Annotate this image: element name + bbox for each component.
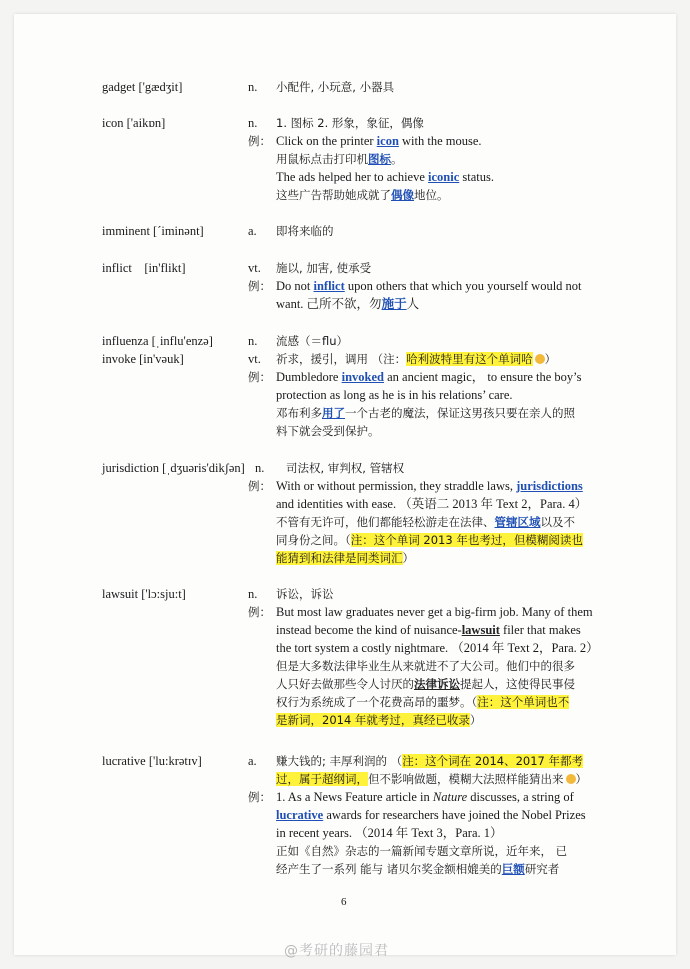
text: 但不影响做题，模糊大法照样能猜出来 [368,772,564,786]
part-of-speech: vt. [248,352,261,366]
text: Do not [276,279,314,293]
text: 这些广告帮助她成就了 [276,188,391,202]
part-of-speech: n. [248,334,258,348]
keyword: 图标 [368,152,391,166]
part-of-speech: vt. [248,261,261,275]
example-sentence: But most law graduates never get a big-firm job. Many of them [276,605,593,619]
text: Click on the printer [276,134,377,148]
text: 。 [391,152,403,166]
headword: inflict [in'flikt] [102,261,186,275]
text: 地位。 [414,188,449,202]
text: ） [575,772,587,786]
highlighted-note: 哈利波特里有这个单词哈 [406,352,533,366]
example-label: 例： [248,605,271,619]
example-translation: 正如《自然》杂志的一篇新闻专题文章所说，近年来， 已 [276,844,568,858]
keyword: 法律诉讼 [414,677,460,691]
text: instead become the kind of nuisance- [276,623,462,637]
text: 用鼠标点击打印机 [276,152,368,166]
definition: 1. 图标 2. 形象，象征，偶像 [276,116,424,130]
part-of-speech: n. [255,461,265,475]
keyword: inflict [313,279,345,293]
example-label: 例： [248,790,271,804]
watermark: @考研的藤园君 [284,943,389,959]
headword: influenza [ˌinflu'enzə] [102,334,213,348]
text: ） [402,551,414,565]
part-of-speech: n. [248,116,258,130]
keyword: 管辖区域 [494,515,541,529]
highlighted-note: 注：这个单词 2013 年也考过，但模糊阅读也 [350,533,583,547]
example-sentence [276,788,602,806]
text: with the mouse. [398,134,482,148]
page-number: 6 [341,896,347,908]
example-translation-cont [276,693,602,711]
part-of-speech: n. [248,587,258,601]
keyword: lucrative [276,808,324,822]
text: status. [459,170,494,184]
highlighted-note: 是新词，2014 年就考过，真经已收录 [276,713,470,727]
document-page [14,14,676,955]
text: filer that makes [499,623,581,637]
example-translation: 但是大多数法律毕业生从来就进不了大公司。他们中的很多 [276,659,575,673]
text: 研究者 [524,862,560,876]
example-label: 例： [248,134,271,148]
example-translation [276,186,602,204]
definition: 司法权, 审判权, 管辖权 [286,461,405,475]
keyword: lawsuit [461,623,500,637]
entry-body [276,259,602,313]
example-translation [276,404,602,422]
text: 同身份之间。（ [276,533,351,547]
keyword: icon [376,134,399,148]
example-sentence-cont: the tort system a costly nightmare. （2014 年 Text 2，Para. 2） [276,641,599,655]
example-translation [276,150,602,168]
text: 祈求，援引，调用 （注： [276,352,407,366]
smile-emoji-icon [566,774,576,784]
text: 不管有无许可，他们都能轻松游走在法律、 [276,515,495,529]
example-translation-cont [276,860,602,878]
example-translation-cont [276,675,602,693]
example-translation-cont [276,549,602,567]
entry-body [276,114,602,204]
text: 人 [406,297,420,311]
example-translation [276,513,602,531]
example-translation-cont [276,531,602,549]
text: an ancient magic， to ensure the boy’s [384,370,582,384]
definition-cont [276,770,602,788]
definition [276,752,602,770]
example-sentence [276,477,602,495]
text: upon others that which you yourself would not [344,279,582,293]
example-sentence-cont: and identities with ease. （英语二 2013 年 Text 2，Para. 4） [276,497,588,511]
example-translation-cont [276,711,602,729]
keyword: jurisdictions [516,479,583,493]
example-sentence-cont [276,806,602,824]
text: 以及不 [540,515,575,529]
keyword: invoked [341,370,384,384]
example-label: 例： [248,370,271,384]
example-sentence [276,132,602,150]
example-translation-cont: 料下就会受到保护。 [276,424,380,438]
smile-emoji-icon [535,354,545,364]
example-label: 例： [248,479,271,493]
highlighted-note: 过，属于超纲词， [276,772,368,786]
example-sentence [276,368,602,386]
highlighted-note: 能猜到和法律是同类词汇 [276,551,403,565]
headword: imminent [ˊiminənt] [102,224,204,238]
example-label: 例： [248,279,271,293]
text: awards for researchers have joined the Nobel Prizes [323,808,586,822]
entry-body [276,752,602,878]
text: 经产生了一系列 能与 诸贝尔奖金额相媲美的 [276,862,502,876]
example-sentence [276,168,602,186]
text: ） [544,352,557,366]
example-sentence-cont [276,621,602,639]
keyword: 用了 [322,406,345,420]
definition [276,350,602,368]
text: 邓布利多 [276,406,322,420]
text: 一个古老的魔法，保证这男孩只要在亲人的照 [345,406,575,420]
keyword: 偶像 [391,188,414,202]
text: 权行为系统成了一个花费高昂的噩梦。（ [276,695,478,709]
keyword: 施于 [381,297,407,311]
headword: lucrative ['lu:krətɪv] [102,754,202,768]
headword: jurisdiction [ˌdʒuəris'dikʃən] [102,461,245,475]
example-sentence [276,277,602,295]
part-of-speech: a. [248,224,257,238]
entry-body [276,350,602,440]
definition: 诉讼，诉讼 [276,587,334,601]
text: ） [469,713,482,727]
definition: 小配件, 小玩意, 小器具 [276,80,395,94]
example-sentence-cont: protection as long as he is in his relations’ care. [276,388,513,402]
highlighted-note: 注：这个词在 2014、2017 年都考 [402,754,584,768]
text: Dumbledore [276,370,342,384]
example-sentence-cont [276,295,602,313]
text: The ads helped her to achieve [276,170,429,184]
text: With or without permission, they straddle laws, [276,479,517,493]
definition: 施以, 加害, 使承受 [276,261,372,275]
definition: 即将来临的 [276,224,334,238]
text: 人只好去做那些令人讨厌的 [276,677,414,691]
headword: invoke [in'vəuk] [102,352,184,366]
text: discusses, a string of [467,790,574,804]
part-of-speech: a. [248,754,257,768]
definition: 流感（＝flu） [276,334,349,348]
text: want. 己所不欲，勿 [276,297,382,311]
keyword: iconic [428,170,460,184]
entry-body [276,459,602,567]
part-of-speech: n. [248,80,258,94]
example-sentence-cont: in recent years. （2014 年 Text 3，Para. 1） [276,826,503,840]
text: 1. As a News Feature article in [276,790,433,804]
headword: gadget ['gædʒit] [102,80,183,94]
headword: icon ['aikɒn] [102,116,166,130]
keyword: 巨额 [501,862,525,876]
highlighted-note: 注：这个单词也不 [477,695,570,709]
italic-title: Nature [432,790,468,804]
text: 赚大钱的; 丰厚利润的 （ [276,754,403,768]
entry-body [276,585,602,729]
headword: lawsuit ['lɔ:sju:t] [102,587,186,601]
text: 提起人，这使得民事侵 [460,677,575,691]
